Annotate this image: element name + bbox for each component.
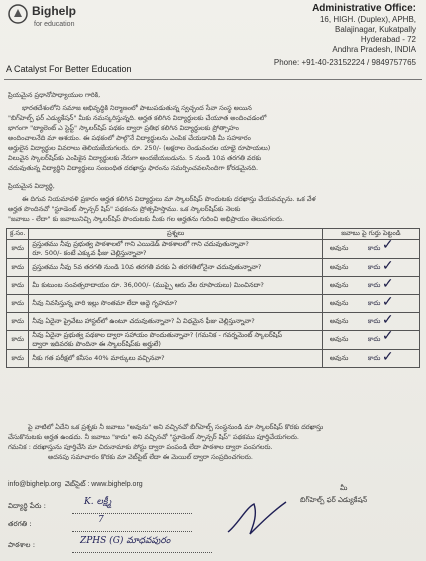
address-line: Balajinagar, Kukatpally bbox=[335, 25, 416, 34]
checkmark-icon: ✓ bbox=[381, 257, 394, 274]
body-line: విలువైన స్కాలర్‌షిప్‌కు ఎంపికైన విద్యార్థులకు నేరుగా అందజేయబడును. 5 నుండి 10వ తరగతి వరకు bbox=[8, 154, 262, 162]
checkmark-icon: ✓ bbox=[381, 293, 394, 310]
address-line: Hyderabad - 72 bbox=[360, 35, 416, 44]
answer-cell[interactable] bbox=[322, 328, 419, 350]
closing-organization: బిగ్‌హెల్ప్ ఫర్ ఎడ్యుకేషన్ bbox=[300, 496, 368, 504]
table-row bbox=[7, 277, 420, 295]
instruction-line: అదనపు సమాచారం కొరకు మా వెబ్‌సైట్ లేదా ఈ మెయిల్ ద్వారా సంప్రదించగలరు. bbox=[48, 453, 253, 461]
answer-cell[interactable] bbox=[322, 313, 419, 331]
table-row bbox=[7, 295, 420, 313]
header-questions: ప్రశ్నలు bbox=[29, 229, 322, 240]
answer-cell[interactable] bbox=[322, 237, 419, 259]
row-number: కాదు bbox=[7, 277, 29, 295]
bighelp-logo bbox=[8, 4, 118, 44]
note-line: గమనిక : దరఖాస్తును పూర్తిచేసి మా చిరునామాకు పోస్టు ద్వారా పంపండి లేదా పాఠశాల ద్వారా పంపగలరు. bbox=[8, 443, 273, 451]
answer-no[interactable]: కాదు bbox=[367, 316, 381, 325]
brand-name: Bighelp bbox=[32, 4, 76, 18]
answer-yes[interactable]: అవును bbox=[329, 262, 349, 271]
table-row bbox=[7, 350, 420, 368]
row-number: కాదు bbox=[7, 295, 29, 313]
answer-no[interactable]: కాదు bbox=[367, 280, 381, 289]
address-line: 16, HIGH. (Duplex), APHB, bbox=[319, 15, 416, 24]
handwritten-signature bbox=[224, 498, 294, 538]
class-label: తరగతి : bbox=[8, 520, 32, 528]
header-divider bbox=[4, 79, 422, 80]
student-name-value[interactable]: K. లక్ష్మీ bbox=[84, 497, 112, 507]
instruction-line: పై వాటిలో ఏదేని ఒక ప్రశ్నకు నీ జవాబు "అవును" అని వచ్చినచో బిగ్‌హెల్ప్ సంస్థనుండి మా స్కాలర్‌షిప్ కొరకు దరఖాస్తు bbox=[28, 423, 324, 431]
salutation-headmaster: ప్రియమైన ప్రధానోపాధ్యాయుల గారికి, bbox=[8, 91, 101, 99]
body-line: అర్హత పొందినచో "స్టూడెంట్ స్పాన్సర్ షిప్" పథకంను ప్రోత్సహిస్తాము. ఒక స్కాలర్‌షిప్‌కు నెలకు bbox=[8, 205, 241, 213]
row-number: కాదు bbox=[7, 240, 29, 259]
row-number: కాదు bbox=[7, 313, 29, 331]
question-text: ప్రస్తుతము నీవు 5వ తరగతి నుండి 10వ తరగతి వరకు ఏ తరగతిలోనైనా చదువుతున్నావా? bbox=[29, 259, 322, 277]
answer-cell[interactable] bbox=[322, 277, 419, 295]
checkmark-icon: ✓ bbox=[381, 328, 394, 344]
answer-no[interactable]: కాదు bbox=[367, 244, 381, 252]
phone-numbers: Phone: +91-40-23152224 / 9849757765 bbox=[273, 58, 416, 67]
header-serial: క్ర.సం. bbox=[7, 229, 29, 240]
question-text: నీకు గత పరీక్షలో కనీసం 40% మార్కులు వచ్చినవా? bbox=[29, 350, 322, 368]
answer-cell[interactable] bbox=[322, 350, 419, 368]
question-text bbox=[29, 240, 322, 259]
salutation-student: ప్రియమైన విద్యార్థి, bbox=[8, 182, 55, 190]
header-answer: జవాబు పై గుర్తు పెట్టండి bbox=[322, 229, 419, 240]
answer-yes[interactable]: అవును bbox=[329, 353, 349, 362]
tagline: A Catalyst For Better Education bbox=[6, 64, 132, 74]
body-line: "జవాబు - లేదా" కు జవాబునిచ్చి స్కాలర్‌షిప్ పొందుటకు మీకు గల అర్హతను గురించి అభిప్రాయం తెలుపగలరు. bbox=[8, 215, 285, 223]
contact-email[interactable] bbox=[8, 481, 143, 490]
closing-line: మీ bbox=[340, 484, 348, 492]
checkmark-icon: ✓ bbox=[381, 237, 394, 253]
answer-yes[interactable]: అవును bbox=[329, 280, 349, 289]
instruction-line: చేసుకొనుటకు అర్హత ఉండదు. నీ జవాబు "కాదు" అని వచ్చినచో "స్టూడెంట్ స్పాన్సర్ షిప్" పథకము పూర్తిచేయగలరు. bbox=[8, 433, 299, 441]
student-name-label: విద్యార్థి పేరు : bbox=[8, 502, 46, 510]
question-line: ద్వారా ఇదివరకు పొందినా ఈ స్కాలర్‌షిప్‌కు అర్హులే) bbox=[32, 340, 161, 348]
checkmark-icon: ✓ bbox=[381, 275, 394, 292]
answer-no[interactable]: కాదు bbox=[367, 262, 381, 271]
answer-yes[interactable]: అవును bbox=[329, 316, 349, 325]
email-link[interactable]: info@bighelp.org bbox=[8, 481, 62, 488]
answer-no[interactable]: కాదు bbox=[367, 298, 381, 307]
question-text: నీవు నివసిస్తున్న వారి ఇల్లు సొంతమా లేదా అద్దె గృహమా? bbox=[29, 295, 322, 313]
row-number: కాదు bbox=[7, 350, 29, 368]
body-line: ఈ దిగువ నియమావళి ప్రకారం అర్హత కలిగిన విద్యార్థులు మా స్కాలర్‌షిప్ పొందుటకు దరఖాస్తు చేయవచ్చును. ఒక వేళ bbox=[22, 195, 316, 203]
answer-no[interactable]: కాదు bbox=[367, 353, 381, 362]
school-value[interactable]: ZPHS (G) మాధవపురం bbox=[80, 536, 171, 546]
row-number: కాదు bbox=[7, 259, 29, 277]
school-label: పాఠశాల : bbox=[8, 541, 36, 549]
brand-subtitle: for education bbox=[34, 21, 75, 28]
website-text: వెబ్‌సైట్ : www.bighelp.org bbox=[64, 481, 143, 488]
question-text: మీ కుటుంబ సంవత్సరాదాయం రూ. 36,000/- (ముప్పై ఆరు వేల రూపాయలు) మించినదా? bbox=[29, 277, 322, 295]
class-field-line bbox=[72, 530, 192, 532]
table-row bbox=[7, 259, 420, 277]
question-text bbox=[29, 331, 322, 350]
school-field-line bbox=[72, 551, 212, 553]
answer-no[interactable]: కాదు bbox=[367, 335, 381, 343]
class-value[interactable]: 7 bbox=[98, 515, 104, 525]
body-line: భారతదేశంలోని సమాజ అభివృద్ధికి నిర్మాణంలో పాటుపడుతున్న స్వచ్ఛంద సేవా సంస్థ అయిన bbox=[22, 104, 252, 112]
question-line: రూ. 500/- కంటే ఎక్కువ ఫీజు చెల్లిస్తున్నావా? bbox=[32, 249, 147, 257]
answer-cell[interactable] bbox=[322, 259, 419, 277]
body-line: భాగంగా "ట్యాలెంట్ ఎ స్టెప్ట్" స్కాలర్‌షిప్ పథకం ద్వారా ప్రతిభ కలిగిన విద్యార్థులకు ప్రోత్సాహం bbox=[8, 124, 239, 132]
body-line: చదువుతున్న విద్యార్థిని విద్యార్థులు సంబంధిత దరఖాస్తు ఫారంను సమర్పించవలసిందిగా కోరడమైనది. bbox=[8, 164, 259, 172]
checkmark-icon: ✓ bbox=[381, 311, 394, 328]
body-line: అర్హులైన విద్యార్థుల వివరాలు తెలియజేయగలరు. రూ. 250/- (అక్షరాల రెండువందల యాభై రూపాయలు) bbox=[8, 144, 271, 152]
eligibility-table bbox=[6, 228, 420, 368]
body-line: "బిగ్‌హెల్ప్ ఫర్ ఎడ్యుకేషన్" మీకు నమస్కరిస్తున్నది. అర్హత కలిగిన విద్యార్థులకు చేయూత అందించడంలో bbox=[8, 114, 267, 122]
table-row bbox=[7, 331, 420, 350]
bighelp-logo-icon bbox=[8, 4, 28, 24]
answer-yes[interactable]: అవును bbox=[329, 244, 349, 252]
body-line: అందించాలనేది మా ఆశయం. ఈ పథకంలో పాల్గొనే విద్యార్థులను ఎంపిక చేయడానికి మీ సహకారం bbox=[8, 134, 251, 142]
name-field-line bbox=[72, 512, 192, 514]
checkmark-icon: ✓ bbox=[381, 348, 394, 365]
question-text: నీవు ఏదైనా ప్రైవేటు హాస్టల్‌లో ఉంటూ చదువుతున్నావా? ఏ విధమైన ఫీజు చెల్లిస్తున్నావా? bbox=[29, 313, 322, 331]
table-row bbox=[7, 313, 420, 331]
answer-cell[interactable] bbox=[322, 295, 419, 313]
answer-yes[interactable]: అవును bbox=[329, 335, 349, 343]
office-address-block bbox=[246, 2, 416, 68]
table-row bbox=[7, 240, 420, 259]
address-line: Andhra Pradesh, INDIA bbox=[332, 45, 416, 54]
question-line: నీవు ఏదైనా ప్రభుత్వ పథకాల ద్వారా సహాయం పొందుతున్నావా? (గమనిక - గవర్నమెంట్ స్కాలర్‌షిప్ bbox=[32, 331, 282, 339]
answer-yes[interactable]: అవును bbox=[329, 298, 349, 307]
question-line: ప్రస్తుతము నీవు ప్రభుత్వ పాఠశాలలో గాని ఎయిడెడ్ పాఠశాలలో గాని చదువుతున్నావా? bbox=[32, 240, 249, 248]
office-title: Administrative Office: bbox=[312, 3, 416, 14]
row-number: కాదు bbox=[7, 331, 29, 350]
